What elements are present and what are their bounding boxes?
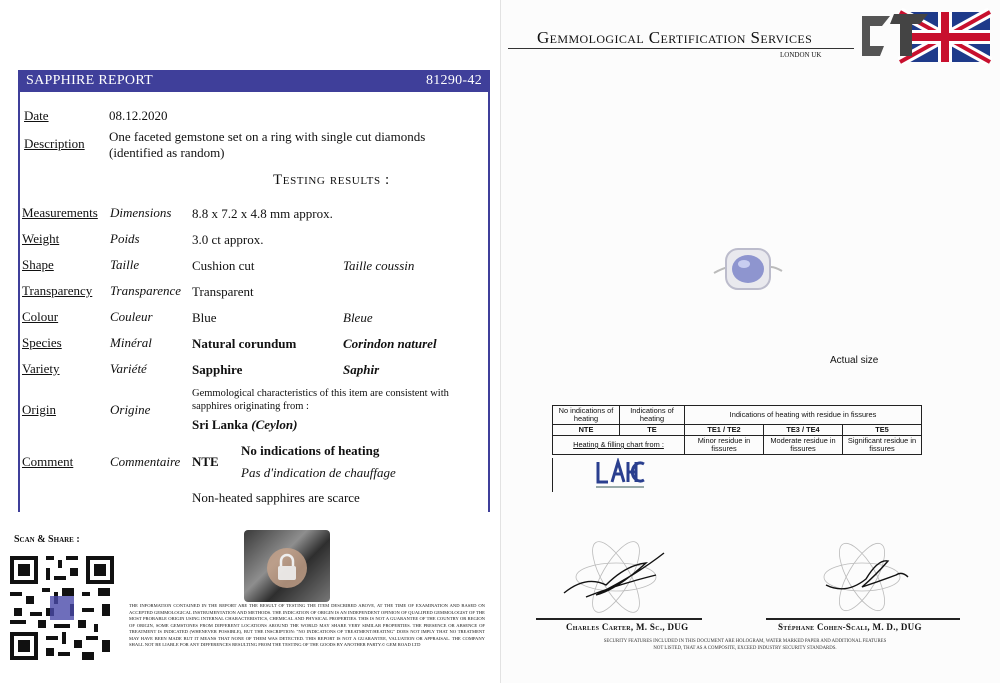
report-header-bar — [18, 70, 490, 92]
heat-desc-moderate: Moderate residue in fissures — [764, 436, 843, 455]
row-shape-value: Cushion cut — [192, 258, 255, 273]
row-variety-fr-value: Saphir — [343, 362, 380, 377]
row-variety-value: Sapphire — [192, 362, 243, 377]
signature-right-graphic — [806, 535, 926, 615]
row-weight-value: 3.0 ct approx. — [192, 232, 264, 247]
origin-text-line1: Gemmological characteristics of this item are consistent with — [192, 388, 449, 399]
heat-header-te: Indications of heating — [620, 406, 685, 425]
header-rule — [508, 48, 854, 49]
row-species-label: Species — [22, 335, 62, 350]
row-transparency-fr: Transparence — [110, 283, 182, 298]
gcs-logo — [860, 6, 992, 64]
row-shape-label: Shape — [22, 257, 54, 272]
signature-right — [806, 535, 926, 615]
signature-right-line — [766, 618, 960, 620]
testing-results-title: Testing results : — [273, 172, 390, 188]
row-measurements-fr: Dimensions — [110, 205, 172, 220]
signature-left — [556, 535, 676, 615]
description-line1: One faceted gemstone set on a ring with single cut diamonds — [109, 129, 426, 144]
heat-desc-significant: Significant residue in fissures — [843, 436, 922, 455]
comment-label: Comment — [22, 454, 74, 469]
padlock-icon — [244, 530, 330, 602]
origin-fr: Origine — [110, 402, 151, 417]
date-value: 08.12.2020 — [109, 108, 168, 123]
actual-size-label: Actual size — [830, 355, 879, 366]
union-jack-logo-icon — [860, 6, 992, 64]
description-line2: (identified as random) — [109, 145, 225, 160]
date-label: Date — [24, 108, 49, 123]
heat-code-te3-te4: TE3 / TE4 — [764, 425, 843, 436]
ring-icon — [712, 245, 784, 293]
report-number: 81290-42 — [425, 73, 482, 88]
row-colour-label: Colour — [22, 309, 59, 324]
gemstone-ring-photo — [712, 245, 784, 293]
description-label: Description — [24, 136, 85, 151]
row-colour-fr: Couleur — [110, 309, 153, 324]
row-variety-fr: Variété — [110, 361, 147, 376]
row-transparency-label: Transparency — [22, 283, 93, 298]
heat-header-nte: No indications of heating — [553, 406, 620, 425]
row-species-fr-value: Corindon naturel — [343, 336, 437, 351]
heat-code-te1-te2: TE1 / TE2 — [685, 425, 764, 436]
signature-left-graphic — [556, 535, 676, 615]
signer-left-name: Charles Carter, M. Sc., DUG — [566, 622, 689, 632]
origin-place-paren: (Ceylon) — [251, 417, 298, 432]
comment-code: NTE — [192, 454, 219, 469]
heating-table — [552, 405, 922, 455]
qr-code-graphic — [6, 552, 118, 664]
disclaimer-text: THE INFORMATION CONTAINED IN THE REPORT ARE THE RESULT OF TESTING THE ITEM DESCRIBED ABOVE, AT THE TIME OF EXAMINATION AND BASED ON ACCEPTED GEMMOLOGICAL INSTRUMENTATION AND METHODS. THE INDICATION OF ORIGIN IS AN INDEPENDENT OPINION OF QUALIFIED GEMMOLOGIST OF THE MOST PROBABLE ORIGIN USING INTERNAL CHARACTERISTICS, CHEMICAL AND PHYSICAL PROPERTIES. THIS IS NOT A GUARANTEE OF THE COUNTRY OR REGION OF ORIGIN, SOME GEMSTONES FROM DIFFERENT LOCATIONS AROUND THE WORLD MAY SHARE VERY SIMILAR PROPERTIES. THE PRESENCE OR ABSENCE OF TREATMENT IS INDICATED (WHENEVER POSSIBLE), BUT THE INSCRIPTION: "NO INDICATIONS OF TREATMENT/HEATING" DOES NOT IMPLY THAT NO TREATMENT MAY HAVE BEEN MADE BUT IT MEANS THAT NONE OF THEM WAS DETECTED. THIS REPORT IS NOT A GUARANTEE, VALUATION OR APPRAISAL. THE COMPANY SHALL NOT BE LIABLE FOR ANY DIFFERENCES RESULTING FROM THE TESTING OF THE GOODS BY ANOTHER PARTY.© GEM ROAD LTD — [129, 603, 485, 647]
row-measurements-label: Measurements — [22, 205, 98, 220]
comment-text: No indications of heating — [241, 443, 380, 458]
row-shape-fr: Taille — [110, 257, 140, 272]
row-species-value: Natural corundum — [192, 336, 297, 351]
origin-label: Origin — [22, 402, 56, 417]
heat-code-te: TE — [620, 425, 685, 436]
company-title: Gemmological Certification Services — [537, 28, 813, 47]
report-title: SAPPHIRE REPORT — [26, 73, 153, 88]
security-hologram-sticker — [244, 530, 330, 602]
row-species-fr: Minéral — [110, 335, 152, 350]
heat-code-nte: NTE — [553, 425, 620, 436]
lmhc-logo-icon — [594, 458, 646, 492]
row-measurements-value: 8.8 x 7.2 x 4.8 mm approx. — [192, 206, 333, 221]
heat-header-residue: Indications of heating with residue in fissures — [685, 406, 922, 425]
row-colour-value: Blue — [192, 310, 217, 325]
row-colour-fr-value: Bleue — [343, 310, 373, 325]
comment-note: Non-heated sapphires are scarce — [192, 490, 360, 505]
heat-table-side-rule — [552, 458, 553, 492]
comment-fr-text: Pas d'indication de chauffage — [241, 465, 396, 480]
origin-place-name: Sri Lanka — [192, 417, 248, 432]
security-footnote: SECURITY FEATURES INCLUDED IN THIS DOCUMENT ARE HOLOGRAM, WATER MARKED PAPER AND ADDITIONAL FEATURES NOT LISTED, THAT AS A COMPOSITE, EXCEED INDUSTRY SECURITY STANDARDS. — [603, 639, 887, 651]
company-location: LONDON UK — [780, 51, 822, 59]
qr-code[interactable] — [6, 552, 118, 664]
heat-chart-label: Heating & filling chart from : — [553, 436, 685, 455]
row-weight-label: Weight — [22, 231, 60, 246]
row-shape-fr-value: Taille coussin — [343, 258, 415, 273]
row-transparency-value: Transparent — [192, 284, 254, 299]
signer-right-name: Stéphane Cohen-Scali, M. D., DUG — [778, 622, 922, 632]
origin-place — [192, 417, 297, 433]
origin-text-line2: sapphires originating from : — [192, 401, 309, 412]
row-variety-label: Variety — [22, 361, 60, 376]
comment-fr: Commentaire — [110, 454, 181, 469]
row-weight-fr: Poids — [110, 231, 140, 246]
signature-left-line — [536, 618, 702, 620]
heat-desc-minor: Minor residue in fissures — [685, 436, 764, 455]
scan-share-label: Scan & Share : — [14, 534, 80, 545]
lmhc-logo — [594, 458, 646, 492]
heat-code-te5: TE5 — [843, 425, 922, 436]
